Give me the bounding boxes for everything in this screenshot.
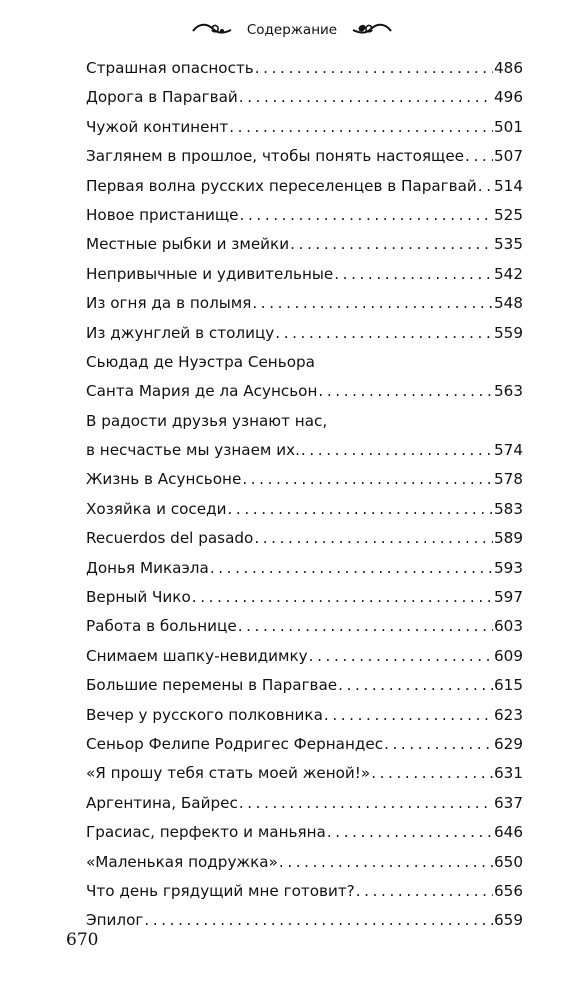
toc-leader <box>228 495 494 524</box>
toc-leader <box>239 789 493 818</box>
toc-entry[interactable] <box>86 260 523 289</box>
toc-entry[interactable] <box>86 701 523 730</box>
table-of-contents <box>86 54 523 936</box>
toc-leader <box>478 172 493 201</box>
toc-entry[interactable] <box>86 495 523 524</box>
toc-entry-title: Хозяйка и соседи <box>86 499 227 518</box>
toc-entry-page: 646 <box>494 823 523 842</box>
toc-entry[interactable] <box>86 142 523 171</box>
toc-leader <box>338 671 493 700</box>
toc-leader <box>254 524 493 553</box>
toc-entry-title: Первая волна русских переселенцев в Парагвай <box>86 176 477 195</box>
toc-entry-title: в несчастье мы узнаем их. <box>86 441 300 460</box>
toc-entry-title: Что день грядущий мне готовит? <box>86 881 355 900</box>
toc-entry-page: 609 <box>494 646 523 665</box>
toc-leader <box>309 642 493 671</box>
toc-entry[interactable] <box>86 554 523 583</box>
toc-entry-page: 656 <box>494 881 523 900</box>
toc-entry-page: 637 <box>494 793 523 812</box>
toc-entry-page: 496 <box>494 88 523 107</box>
toc-entry-title: Новое пристанище <box>86 205 239 224</box>
toc-leader <box>290 230 493 259</box>
toc-entry-page: 559 <box>494 323 523 342</box>
toc-leader <box>144 906 493 935</box>
toc-entry[interactable] <box>86 877 523 906</box>
toc-entry-page: 583 <box>494 499 523 518</box>
toc-entry-title: Вечер у русского полковника <box>86 705 323 724</box>
toc-leader <box>384 730 493 759</box>
toc-entry[interactable] <box>86 612 523 641</box>
toc-leader <box>238 612 493 641</box>
toc-leader <box>252 289 493 318</box>
toc-leader <box>240 201 493 230</box>
toc-entry-title-line1: Сьюдад де Нуэстра Сеньора <box>86 352 315 371</box>
toc-leader <box>301 436 493 465</box>
toc-entry[interactable] <box>86 848 523 877</box>
toc-entry-title: Санта Мария де ла Асунсьон <box>86 382 318 401</box>
toc-entry-page: 563 <box>494 382 523 401</box>
toc-entry-page: 542 <box>494 264 523 283</box>
toc-leader <box>327 818 493 847</box>
toc-entry-title: Работа в больнице <box>86 617 237 636</box>
toc-entry-title: Из огня да в полымя <box>86 294 252 313</box>
toc-entry-title: Чужой континент <box>86 117 229 136</box>
toc-entry[interactable] <box>86 671 523 700</box>
toc-entry[interactable] <box>86 113 523 142</box>
toc-entry-page: 514 <box>494 176 523 195</box>
toc-leader <box>324 701 493 730</box>
toc-entry-page: 597 <box>494 588 523 607</box>
toc-entry-page: 629 <box>494 734 523 753</box>
toc-entry-page: 486 <box>494 58 523 77</box>
toc-entry-page: 603 <box>494 617 523 636</box>
toc-leader <box>192 583 493 612</box>
toc-entry-page: 631 <box>494 764 523 783</box>
toc-entry-page: 548 <box>494 294 523 313</box>
toc-leader <box>465 142 493 171</box>
toc-leader <box>334 260 493 289</box>
flourish-right-icon <box>351 21 393 39</box>
toc-entry-page: 578 <box>494 470 523 489</box>
toc-entry[interactable] <box>86 172 523 201</box>
toc-leader <box>356 877 493 906</box>
toc-entry-title: Эпилог <box>86 911 144 930</box>
toc-entry-title-line1: В радости друзья узнают нас, <box>86 411 328 430</box>
toc-leader <box>318 377 493 406</box>
toc-entry[interactable] <box>86 789 523 818</box>
toc-entry[interactable] <box>86 83 523 112</box>
toc-entry-page: 650 <box>494 852 523 871</box>
toc-entry-title: Заглянем в прошлое, чтобы понять настоящее <box>86 147 465 166</box>
running-header <box>0 16 584 44</box>
toc-entry[interactable] <box>86 348 523 407</box>
toc-entry[interactable] <box>86 407 523 466</box>
toc-entry-title: Донья Микаэла <box>86 558 209 577</box>
toc-entry-title: Грасиас, перфекто и маньяна <box>86 823 326 842</box>
toc-entry-title: Местные рыбки и змейки <box>86 235 290 254</box>
flourish-left-icon <box>191 21 233 39</box>
toc-entry[interactable] <box>86 818 523 847</box>
toc-entry[interactable] <box>86 583 523 612</box>
toc-leader <box>275 319 493 348</box>
toc-entry-title: Снимаем шапку-невидимку <box>86 646 308 665</box>
toc-entry[interactable] <box>86 730 523 759</box>
toc-entry-title: «Маленькая подружка» <box>86 852 278 871</box>
toc-entry-title: «Я прошу тебя стать моей женой!» <box>86 764 371 783</box>
toc-entry[interactable] <box>86 465 523 494</box>
toc-entry[interactable] <box>86 759 523 788</box>
toc-entry[interactable] <box>86 642 523 671</box>
header-title: Содержание <box>246 22 338 38</box>
toc-entry[interactable] <box>86 906 523 935</box>
toc-entry-title: Страшная опасность <box>86 58 254 77</box>
toc-leader <box>242 465 493 494</box>
toc-entry[interactable] <box>86 230 523 259</box>
page-number: 670 <box>66 930 99 950</box>
toc-entry-page: 501 <box>494 117 523 136</box>
toc-leader <box>371 759 493 788</box>
toc-entry-page: 615 <box>494 676 523 695</box>
toc-entry-title: Сеньор Фелипе Родригес Фернандес <box>86 734 384 753</box>
toc-entry-page: 574 <box>494 441 523 460</box>
toc-entry-title: Верный Чико <box>86 588 191 607</box>
toc-entry-title: Непривычные и удивительные <box>86 264 334 283</box>
toc-entry[interactable] <box>86 524 523 553</box>
toc-entry-title: Из джунглей в столицу <box>86 323 275 342</box>
toc-leader <box>279 848 493 877</box>
toc-entry-title: Жизнь в Асунсьоне <box>86 470 242 489</box>
toc-entry[interactable] <box>86 289 523 318</box>
toc-entry-page: 659 <box>494 911 523 930</box>
toc-entry-title: Recuerdos del pasado <box>86 529 254 548</box>
toc-entry-page: 525 <box>494 205 523 224</box>
toc-leader <box>210 554 493 583</box>
toc-entry[interactable] <box>86 319 523 348</box>
toc-entry[interactable] <box>86 201 523 230</box>
toc-entry-title: Дорога в Парагвай <box>86 88 238 107</box>
toc-entry-page: 507 <box>494 147 523 166</box>
toc-entry[interactable] <box>86 54 523 83</box>
toc-entry-title: Большие перемены в Парагвае <box>86 676 338 695</box>
toc-entry-page: 535 <box>494 235 523 254</box>
toc-leader <box>229 113 493 142</box>
toc-leader <box>239 83 493 112</box>
toc-leader <box>255 54 493 83</box>
toc-entry-page: 593 <box>494 558 523 577</box>
toc-entry-page: 623 <box>494 705 523 724</box>
toc-entry-page: 589 <box>494 529 523 548</box>
toc-entry-title: Аргентина, Байрес <box>86 793 238 812</box>
